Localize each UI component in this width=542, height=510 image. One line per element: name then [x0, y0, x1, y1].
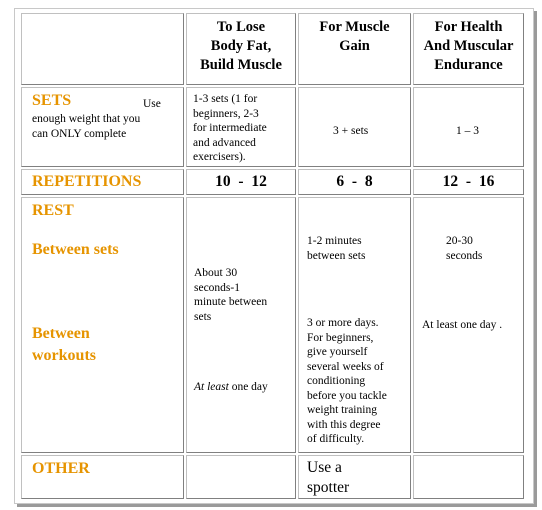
sets-note — [32, 112, 140, 141]
rest-between-workouts-line: workouts — [32, 347, 97, 364]
header-muscle-gain-line: Gain — [339, 38, 370, 54]
other-label: OTHER — [32, 460, 90, 477]
rest-health-sets-line: seconds — [446, 249, 483, 262]
rest-muscle-gain-workouts-line: 3 or more days. — [307, 317, 379, 329]
header-health-line: For Health — [434, 19, 503, 35]
rest-health-workouts: At least one day . — [422, 319, 503, 331]
rest-muscle-gain-workouts-line: For beginners, — [307, 331, 374, 344]
reps-label: REPETITIONS — [32, 173, 142, 190]
sets-health-value: 1 – 3 — [456, 125, 479, 137]
rest-muscle-gain-cell — [298, 197, 411, 453]
rest-lose-fat-sets-line: sets — [194, 310, 212, 323]
rest-lose-fat-workouts-italic: At least — [194, 381, 229, 393]
rest-lose-fat-sets — [194, 266, 267, 324]
rest-health-sets — [446, 234, 482, 263]
reps-lose-fat-value: 10 - 12 — [186, 169, 296, 195]
sets-lose-fat-line: beginners, 2-3 — [193, 107, 259, 120]
sets-lose-fat-line: exercisers). — [193, 151, 246, 163]
header-health-endurance — [413, 13, 524, 85]
rest-muscle-gain-workouts-line: with this degree — [307, 418, 381, 431]
sets-note-line: enough weight that you — [32, 113, 141, 125]
sets-label: SETS — [32, 92, 72, 109]
sets-label-cell — [21, 87, 184, 167]
sets-muscle-gain-value: 3 + sets — [333, 125, 369, 137]
rest-between-workouts-line: Between — [32, 325, 90, 342]
header-lose-fat-line: Body Fat, — [210, 38, 272, 54]
other-lose-fat-cell — [186, 455, 296, 499]
rest-health-sets-line: 20-30 — [446, 235, 473, 247]
header-muscle-gain-line: For Muscle — [319, 19, 390, 35]
sets-health-cell — [413, 87, 524, 167]
sets-lose-fat-cell — [186, 87, 296, 167]
reps-health-value: 12 - 16 — [413, 169, 524, 195]
other-label-cell — [21, 455, 184, 499]
other-muscle-gain-line: Use a — [307, 459, 342, 476]
rest-muscle-gain-workouts-line: give yourself — [307, 346, 368, 358]
rest-lose-fat-sets-line: seconds-1 — [194, 281, 240, 294]
sets-lose-fat-line: and advanced — [193, 136, 256, 149]
rest-muscle-gain-workouts — [307, 316, 387, 447]
reps-muscle-gain-value: 6 - 8 — [298, 169, 411, 195]
header-health-line: And Muscular — [423, 38, 514, 54]
rest-lose-fat-sets-line: minute between — [194, 296, 268, 308]
sets-note-line: can ONLY complete — [32, 127, 127, 140]
rest-muscle-gain-workouts-line: before you tackle — [307, 389, 387, 402]
other-muscle-gain-line: spotter — [307, 479, 350, 496]
rest-muscle-gain-workouts-line: weight training — [307, 404, 377, 416]
rest-muscle-gain-workouts-line: conditioning — [307, 375, 366, 387]
rest-muscle-gain-workouts-line: several weeks of — [307, 360, 384, 373]
rest-muscle-gain-workouts-line: of difficulty. — [307, 433, 365, 445]
rest-lose-fat-sets-line: About 30 — [194, 267, 238, 279]
sets-lose-fat-line: for intermediate — [193, 122, 267, 134]
sets-muscle-gain-cell — [298, 87, 411, 167]
workout-table — [21, 13, 527, 499]
header-health-line: Endurance — [434, 57, 503, 73]
sets-note-lead: Use — [143, 98, 161, 110]
rest-label: REST — [32, 202, 74, 219]
rest-muscle-gain-sets — [307, 234, 365, 263]
sets-lose-fat-line: 1-3 sets (1 for — [193, 93, 258, 105]
table-frame — [14, 8, 534, 504]
header-lose-fat — [186, 13, 296, 85]
rest-muscle-gain-sets-line: 1-2 minutes — [307, 235, 362, 247]
rest-lose-fat-workouts — [194, 380, 268, 395]
other-muscle-gain-cell — [298, 455, 411, 499]
header-lose-fat-line: Build Muscle — [200, 57, 282, 73]
rest-health-cell — [413, 197, 524, 453]
other-health-cell — [413, 455, 524, 499]
rest-between-workouts-label — [32, 323, 96, 367]
rest-between-sets-label: Between sets — [32, 241, 119, 258]
rest-lose-fat-cell — [186, 197, 296, 453]
rest-muscle-gain-sets-line: between sets — [307, 249, 366, 262]
reps-label-cell — [21, 169, 184, 195]
header-lose-fat-line: To Lose — [216, 19, 266, 35]
header-muscle-gain — [298, 13, 411, 85]
rest-lose-fat-workouts-rest: one day — [228, 381, 268, 393]
rest-label-cell — [21, 197, 184, 453]
header-empty-cell — [21, 13, 184, 85]
